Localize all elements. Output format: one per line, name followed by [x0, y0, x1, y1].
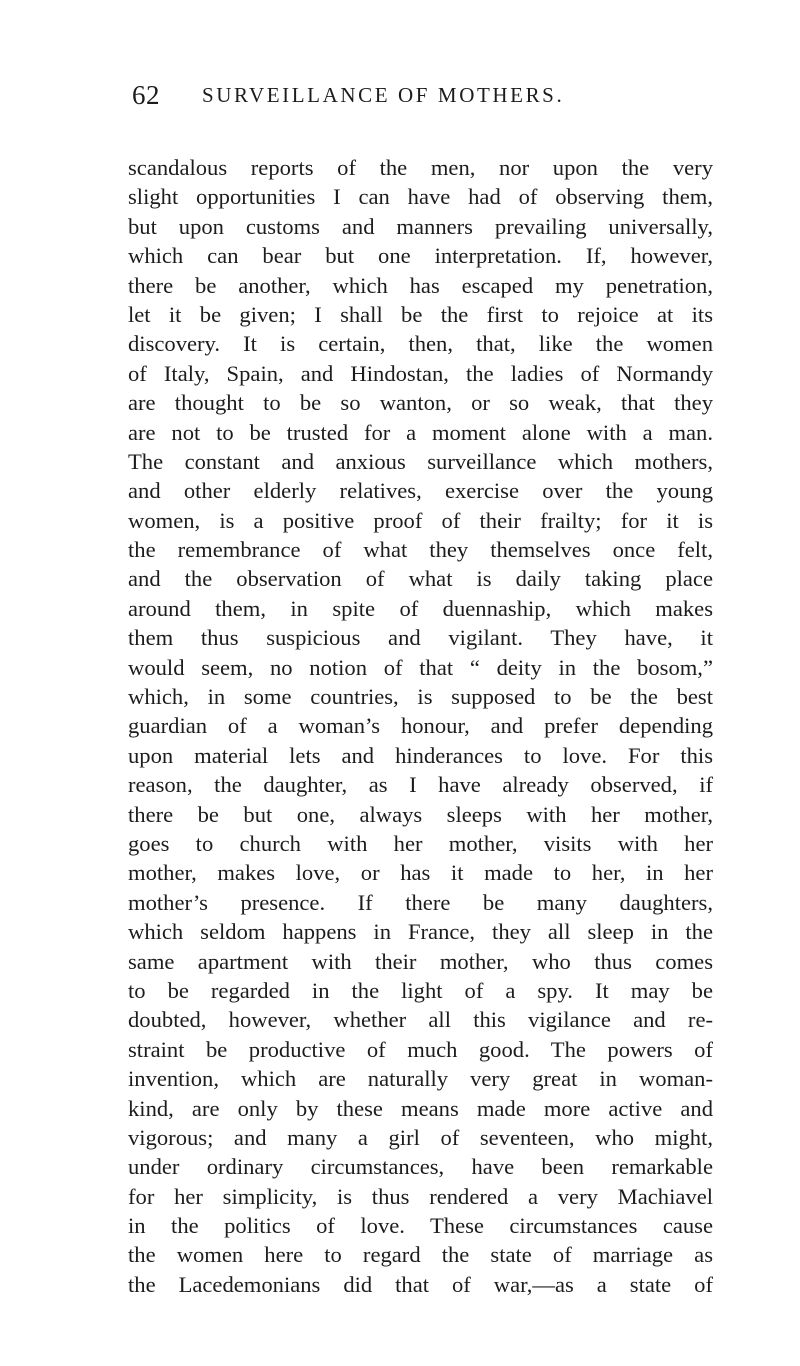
text-line: vigorous; and many a girl of seventeen, who might, — [128, 1124, 713, 1150]
text-line: for her simplicity, is thus rendered a very Machiavel — [128, 1183, 713, 1209]
text-line: and the observation of what is daily taking place — [128, 566, 713, 592]
text-line: goes to church with her mother, visits with her — [128, 830, 713, 856]
text-line: the remembrance of what they themselves once felt, — [128, 537, 713, 563]
text-line: would seem, no notion of that “ deity in the bosom,” — [128, 654, 713, 680]
text-line: The constant and anxious surveillance which mothers, — [128, 448, 713, 474]
running-title: SURVEILLANCE OF MOTHERS. — [202, 83, 565, 107]
text-line: under ordinary circumstances, have been remarkable — [128, 1154, 713, 1180]
text-line: them thus suspicious and vigilant. They have, it — [128, 625, 713, 651]
text-line: women, is a positive proof of their frailty; for it is — [128, 507, 713, 533]
text-line: let it be given; I shall be the first to rejoice at its — [128, 301, 713, 327]
text-line: doubted, however, whether all this vigilance and re- — [128, 1007, 713, 1033]
text-line: of Italy, Spain, and Hindostan, the ladies of Normandy — [128, 360, 713, 386]
text-line: kind, are only by these means made more active and — [128, 1095, 713, 1121]
text-line: there be but one, always sleeps with her mother, — [128, 801, 713, 827]
text-line: reason, the daughter, as I have already observed, if — [128, 772, 713, 798]
text-line: which can bear but one interpretation. If, however, — [128, 243, 713, 269]
text-line: the women here to regard the state of marriage as — [128, 1242, 713, 1268]
text-line: straint be productive of much good. The powers of — [128, 1036, 713, 1062]
text-line: around them, in spite of duennaship, which makes — [128, 595, 713, 621]
text-line: and other elderly relatives, exercise over the young — [128, 478, 713, 504]
page-number: 62 — [132, 80, 160, 110]
running-header — [132, 80, 692, 124]
text-line: same apartment with their mother, who thus comes — [128, 948, 713, 974]
text-line: are not to be trusted for a moment alone with a man. — [128, 419, 713, 445]
text-line: scandalous reports of the men, nor upon the very — [128, 155, 713, 180]
text-line: discovery. It is certain, then, that, like the women — [128, 331, 713, 357]
text-line: there be another, which has escaped my penetration, — [128, 272, 713, 298]
text-line: mother’s presence. If there be many daughters, — [128, 889, 713, 915]
text-line: to be regarded in the light of a spy. It may be — [128, 977, 713, 1003]
text-line: but upon customs and manners prevailing universally, — [128, 213, 713, 239]
text-line: slight opportunities I can have had of observing them, — [128, 184, 713, 210]
text-line: which seldom happens in France, they all sleep in the — [128, 919, 713, 945]
text-line: are thought to be so wanton, or so weak, that they — [128, 390, 713, 416]
text-line: in the politics of love. These circumstances cause — [128, 1213, 713, 1239]
text-line: guardian of a woman’s honour, and prefer depending — [128, 713, 713, 739]
body-text — [128, 153, 713, 1299]
text-line: upon material lets and hinderances to love. For this — [128, 742, 713, 768]
text-line: which, in some countries, is supposed to be the best — [128, 684, 713, 710]
text-line: mother, makes love, or has it made to her, in her — [128, 860, 713, 886]
text-line: the Lacedemonians did that of war,—as a state of — [128, 1271, 713, 1297]
text-line: invention, which are naturally very great in woman- — [128, 1066, 713, 1092]
